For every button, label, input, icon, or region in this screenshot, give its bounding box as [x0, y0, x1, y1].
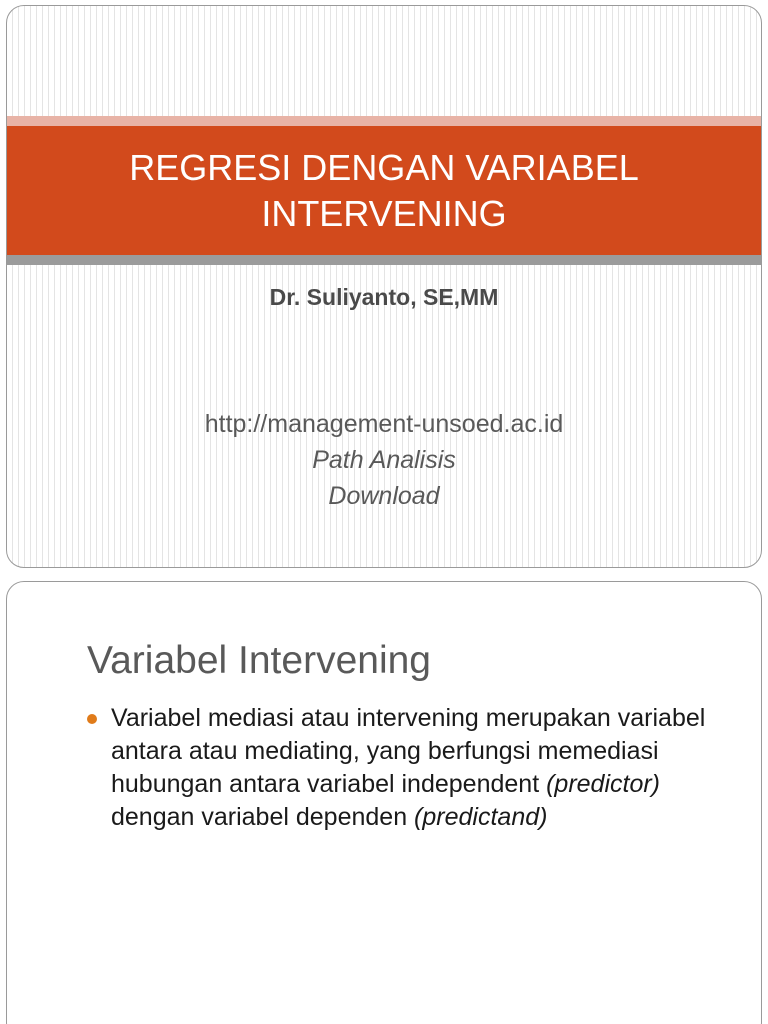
- author-name: Dr. Suliyanto, SE,MM: [269, 284, 499, 310]
- content-slide: [6, 581, 762, 1024]
- title-band: [7, 126, 761, 255]
- accent-strip-bottom: [7, 255, 761, 265]
- website-link[interactable]: http://management-unsoed.ac.id: [204, 410, 564, 438]
- slide-title-line-1: REGRESI DENGAN VARIABEL: [129, 146, 639, 188]
- bullet-icon: [87, 714, 97, 724]
- bullet-text-part-2: dengan variabel dependen: [111, 803, 415, 831]
- download-link[interactable]: Download: [328, 482, 440, 510]
- bullet-text-italic-1: (predictor): [546, 770, 661, 798]
- path-analisis-link[interactable]: Path Analisis: [312, 446, 456, 474]
- bullet-text: [111, 702, 727, 834]
- slide-title: [64, 145, 704, 237]
- accent-strip-top: [7, 116, 761, 126]
- slide-title-line-2: INTERVENING: [261, 192, 507, 234]
- bullet-text-italic-2: (predictand): [414, 803, 548, 831]
- slide-heading: Variabel Intervening: [87, 639, 431, 682]
- bullet-item: [87, 702, 727, 834]
- title-slide: [6, 5, 762, 568]
- links-block: [7, 406, 761, 514]
- bullet-text-part-1: Variabel mediasi atau intervening merupakan variabel antara atau mediating, yang berfungsi memediasi hubungan antara variabel independent: [111, 704, 706, 798]
